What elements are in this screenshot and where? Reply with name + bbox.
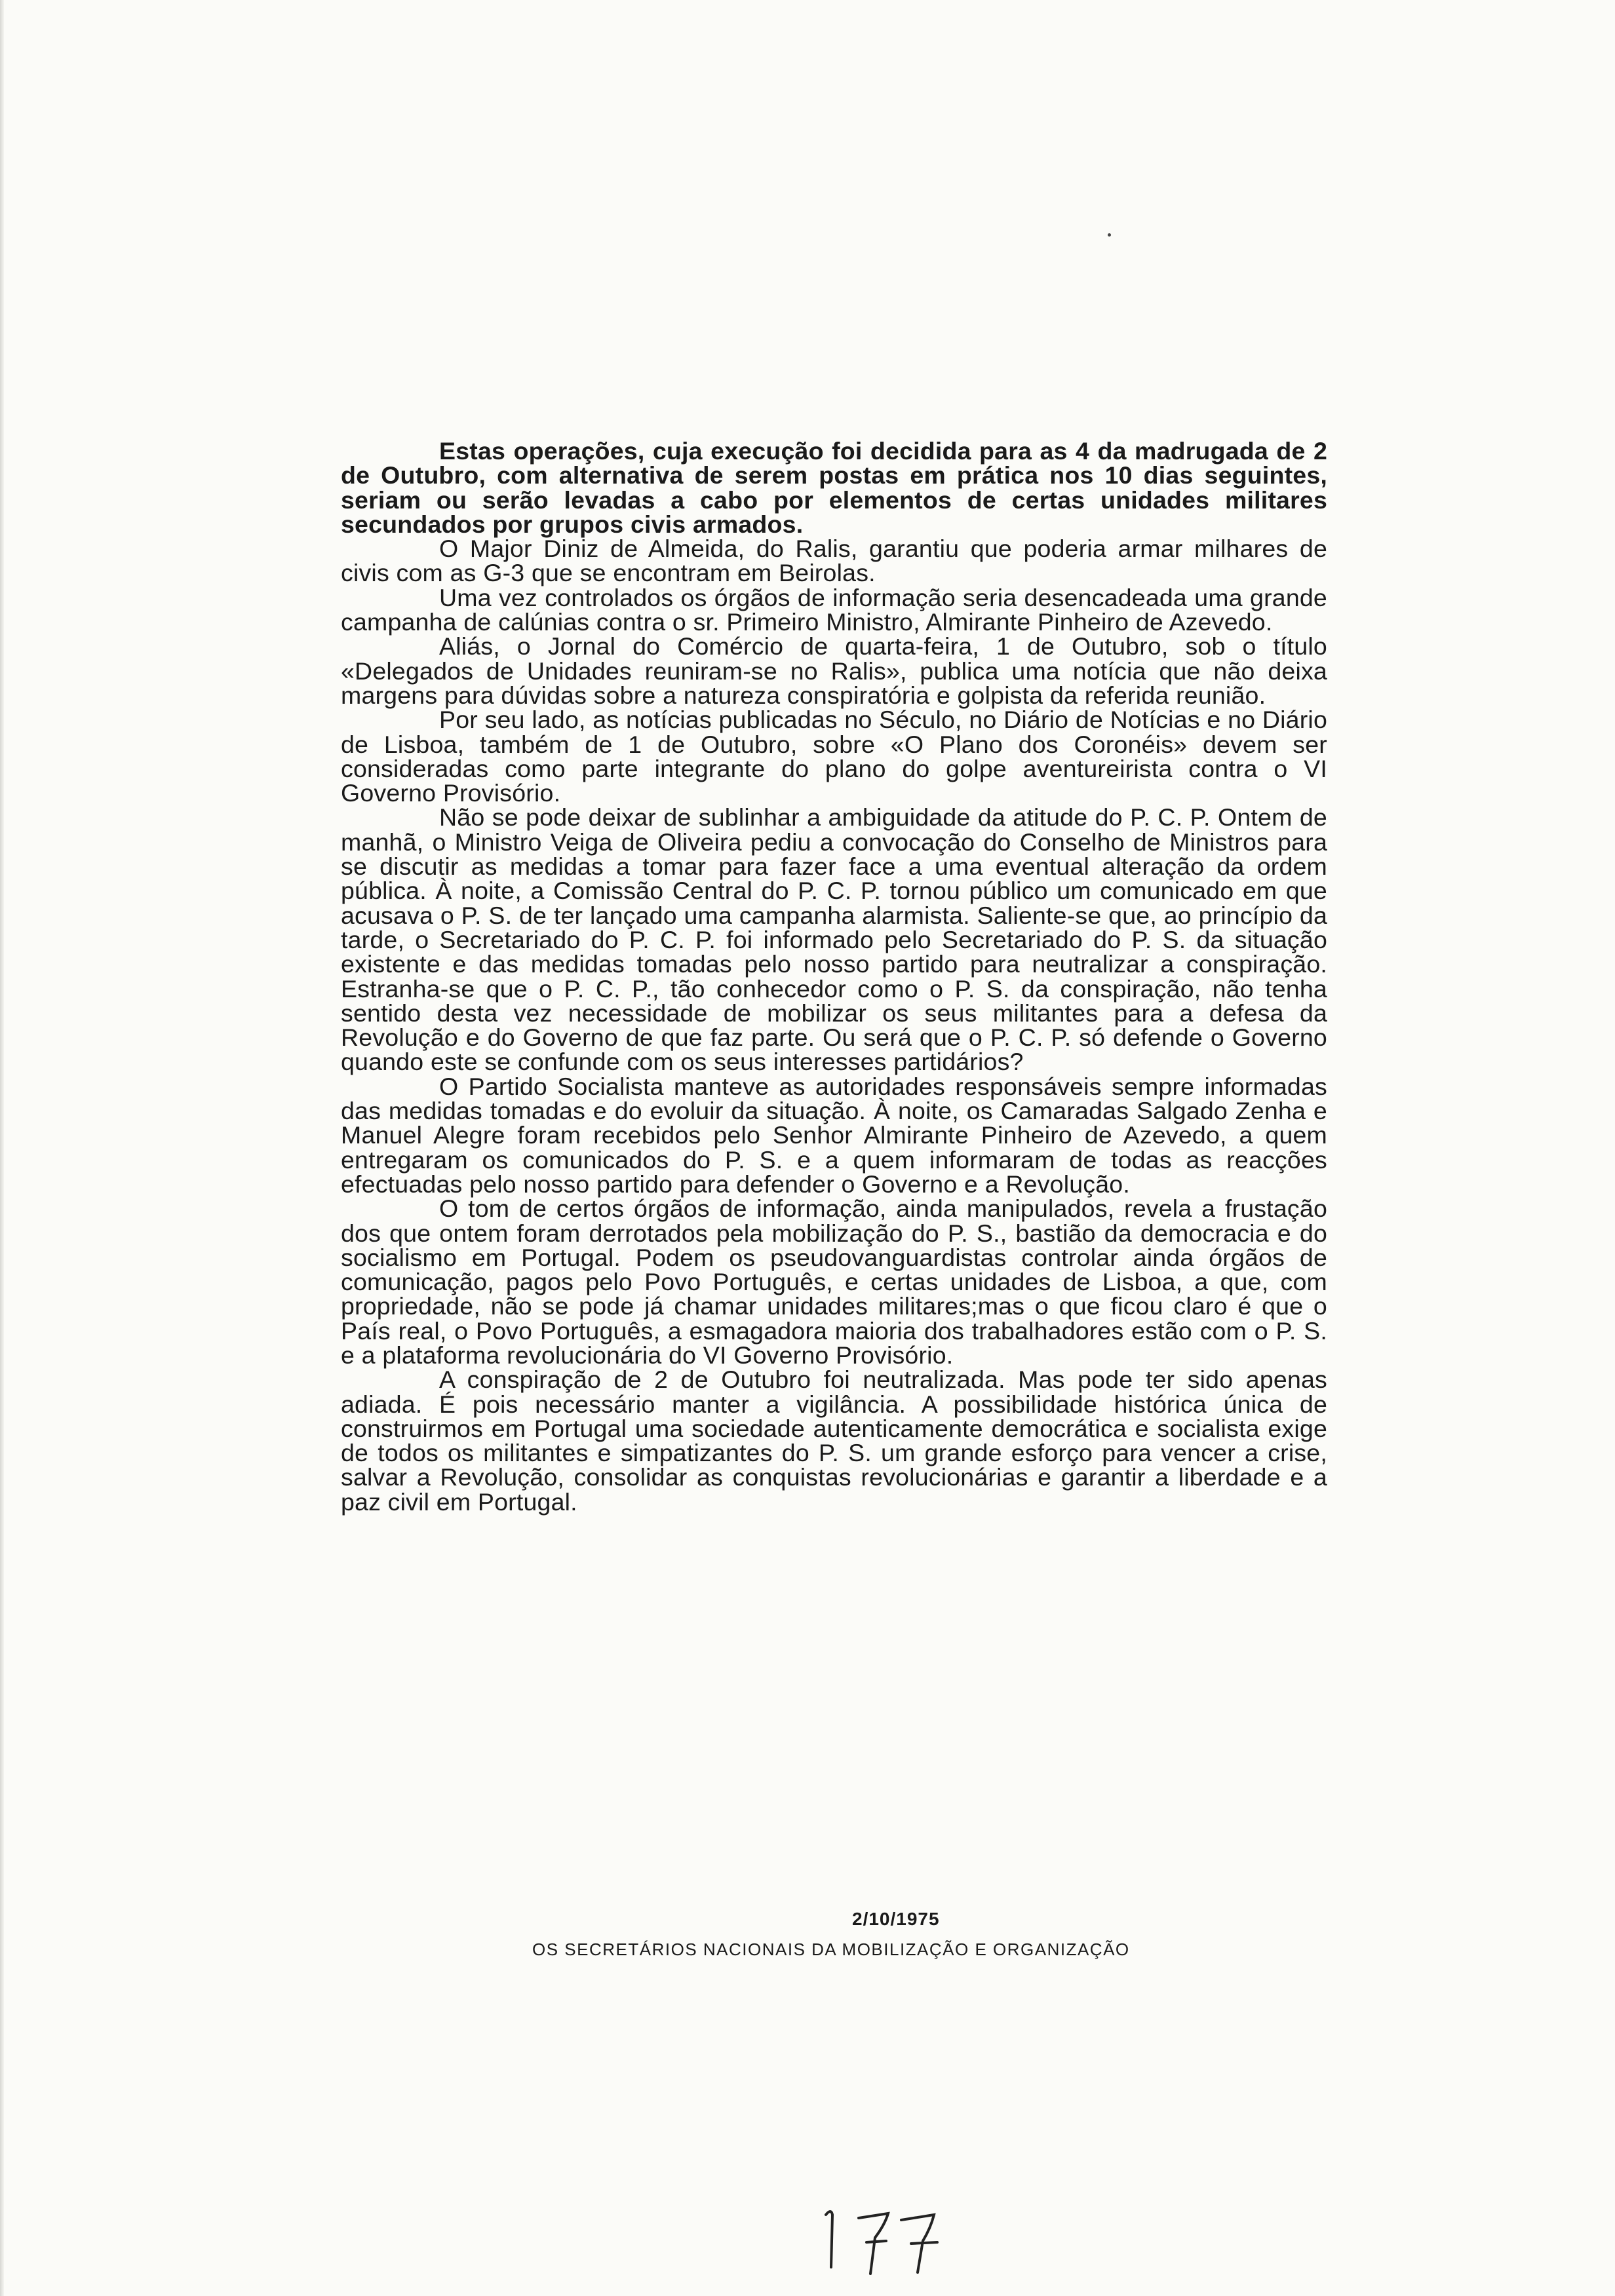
scan-edge [0, 0, 4, 2296]
paragraph-8: O tom de certos órgãos de informação, ainda manipulados, revela a frustação dos que ontem foram derrotados pela mobilização do P. S., bastião da democracia e do socialismo em Portugal. Podem os pseudovanguardistas controlar ainda órgãos de comunicação, pagos pelo Povo Português, e certas unidades de Lisboa, a que, com propriedade, não se pode já chamar unidades militares;mas o que ficou claro é que o País real, o Povo Português, a esmagadora maioria dos trabalhadores estão com o P. S. e a plataforma revolucionária do VI Governo Provisório. [341, 1195, 1327, 1369]
handwritten-page-number-drawing [813, 2189, 1009, 2280]
document-date: 2/10/1975 [852, 1909, 940, 1929]
paragraph-2: O Major Diniz de Almeida, do Ralis, garantiu que poderia armar milhares de civis com as G-3 que se encontram em Beirolas. [341, 535, 1327, 587]
document-signature: OS SECRETÁRIOS NACIONAIS DA MOBILIZAÇÃO E ORGANIZAÇÃO [532, 1940, 1130, 1959]
paragraph-5: Por seu lado, as notícias publicadas no Século, no Diário de Notícias e no Diário de Lisboa, também de 1 de Outubro, sobre «O Plano dos Coronéis» devem ser consideradas como parte integrante do plano do golpe aventureirista contra o VI Governo Provisório. [341, 706, 1327, 807]
scan-speck [1108, 233, 1111, 237]
document-body [341, 439, 1327, 1514]
paragraph-9: A conspiração de 2 de Outubro foi neutralizada. Mas pode ter sido apenas adiada. É pois necessário manter a vigilância. A possibilidade histórica única de construirmos em Portugal uma sociedade autenticamente democrática e socialista exige de todos os militantes e simpatizantes do P. S. um grande esforço para vencer a crise, salvar a Revolução, consolidar as conquistas revolucionárias e garantir a liberdade e a paz civil em Portugal. [341, 1366, 1327, 1516]
paragraph-3: Uma vez controlados os órgãos de informação seria desencadeada uma grande campanha de calúnias contra o sr. Primeiro Ministro, Almirante Pinheiro de Azevedo. [341, 583, 1327, 636]
handwritten-page-number [813, 2189, 1009, 2280]
paragraph-4: Aliás, o Jornal do Comércio de quarta-feira, 1 de Outubro, sob o título «Delegados de Unidades reuniram-se no Ralis», publica uma notícia que não deixa margens para dúvidas sobre a natureza conspiratória e golpista da referida reunião. [341, 632, 1327, 709]
paragraph-1: Estas operações, cuja execução foi decidida para as 4 da madrugada de 2 de Outubro, com alternativa de serem postas em prática nos 10 dias seguintes, seriam ou serão levadas a cabo por elementos de certas unidades militares secundados por grupos civis armados. [341, 437, 1327, 538]
paragraph-6: Não se pode deixar de sublinhar a ambiguidade da atitude do P. C. P. Ontem de manhã, o Ministro Veiga de Oliveira pediu a convocação do Conselho de Ministros para se discutir as medidas a tomar para fazer face a uma eventual alteração da ordem pública. À noite, a Comissão Central do P. C. P. tornou público um comunicado em que acusava o P. S. de ter lançado uma campanha alarmista. Saliente-se que, ao princípio da tarde, o Secretariado do P. C. P. foi informado pelo Secretariado do P. S. da situação existente e das medidas tomadas pelo nosso partido para neutralizar a conspiração. Estranha-se que o P. C. P., tão conhecedor como o P. S. da conspiração, não tenha sentido desta vez necessidade de mobilizar os seus militantes para a defesa da Revolução e do Governo de que faz parte. Ou será que o P. C. P. só defende o Governo quando este se confunde com os seus interesses partidários? [341, 803, 1327, 1076]
paragraph-7: O Partido Socialista manteve as autoridades responsáveis sempre informadas das medidas tomadas e do evoluir da situação. À noite, os Camaradas Salgado Zenha e Manuel Alegre foram recebidos pelo Senhor Almirante Pinheiro de Azevedo, a quem entregaram os comunicados do P. S. e a quem informaram de todas as reacções efectuadas pelo nosso partido para defender o Governo e a Revolução. [341, 1072, 1327, 1198]
